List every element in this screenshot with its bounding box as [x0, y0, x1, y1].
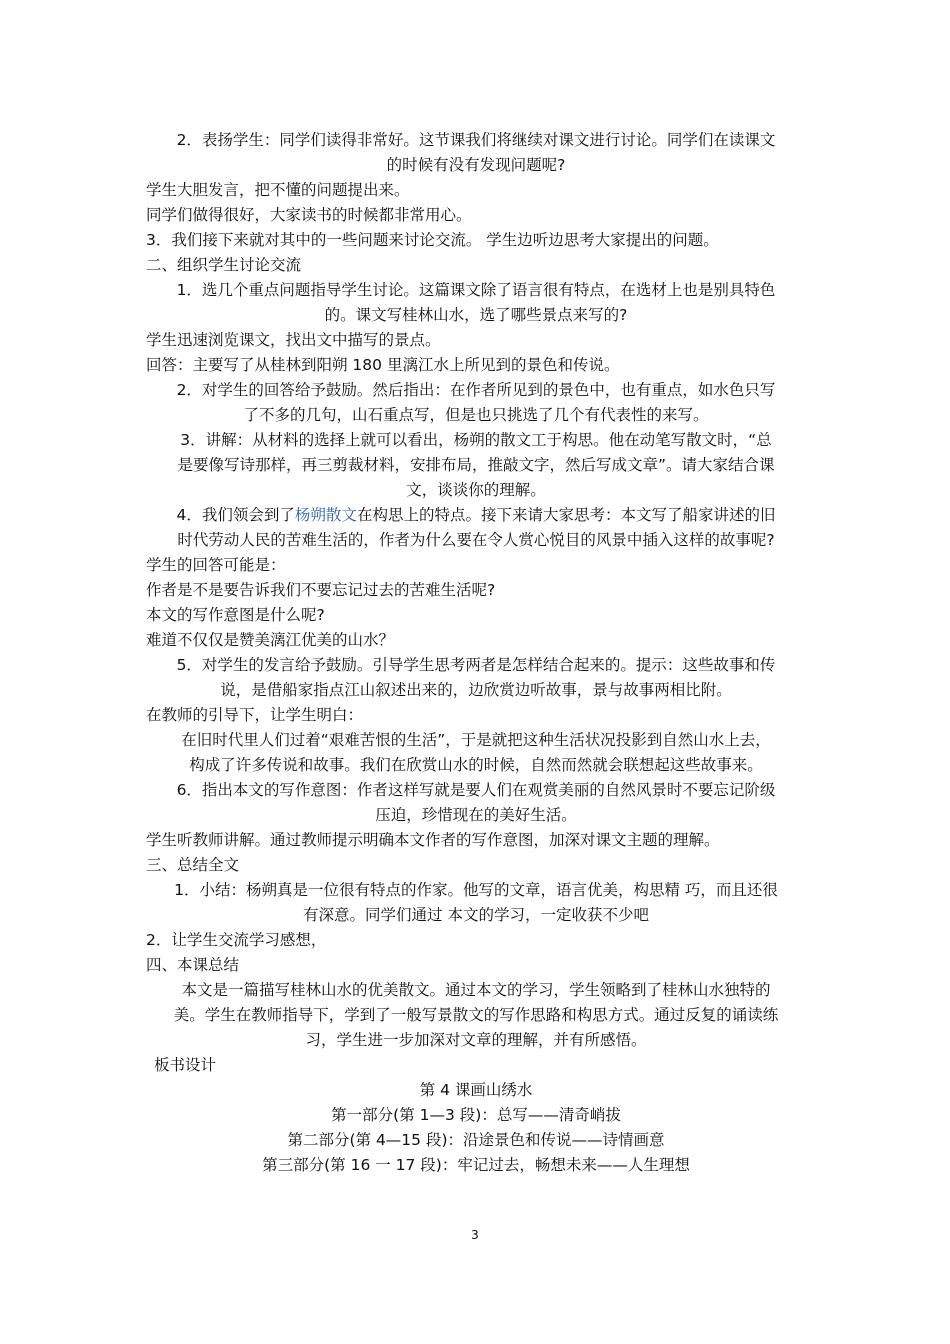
- paragraph-line: 3．我们接下来就对其中的一些问题来讨论交流。 学生边听边思考大家提出的问题。: [146, 231, 719, 249]
- paragraph-line: 2．让学生交流学习感想，: [146, 931, 327, 949]
- paragraph-line: 2．对学生的回答给予鼓励。然后指出：在作者所见到的景色中，也有重点，如水色只写: [176, 381, 776, 399]
- section-heading: 四、本课总结: [146, 956, 240, 974]
- paragraph-line: 同学们做得很好，大家读书的时候都非常用心。: [146, 206, 472, 224]
- paragraph-line: 难道不仅仅是赞美漓江优美的山水？: [146, 631, 395, 649]
- paragraph-line: 说，是借船家指点江山叙述出来的，边欣赏边听故事，景与故事两相比附。: [220, 681, 732, 699]
- paragraph-line: 是要像写诗那样，再三剪裁材料，安排布局，推敲文字，然后写成文章”。请大家结合课: [177, 456, 775, 474]
- paragraph-line: 时代劳动人民的苦难生活的，作者为什么要在令人赏心悦目的风景中插入这样的故事呢?: [177, 531, 775, 549]
- board-design-heading: 板书设计: [154, 1056, 217, 1074]
- paragraph-line: 文，谈谈你的理解。: [406, 481, 546, 499]
- paragraph-line: 学生的回答可能是：: [146, 556, 286, 574]
- paragraph-line: 1．小结：杨朔真是一位很有特点的作家。他写的文章，语言优美，构思精 巧，而且还很: [174, 881, 778, 899]
- paragraph-line: 3．讲解：从材料的选择上就可以看出，杨朔的散文工于构思。他在动笔写散文时，“总: [180, 431, 772, 449]
- paragraph-line: 6．指出本文的写作意图：作者这样写就是要人们在观赏美丽的自然风景时不要忘记阶级: [176, 781, 776, 799]
- board-title: 第 4 课画山绣水: [419, 1081, 533, 1099]
- paragraph-line: 学生迅速浏览课文，找出文中描写的景点。: [146, 331, 441, 349]
- paragraph-line: 作者是不是要告诉我们不要忘记过去的苦难生活呢?: [146, 581, 496, 599]
- paragraph-line: 5．对学生的发言给予鼓励。引导学生思考两者是怎样结合起来的。提示：这些故事和传: [176, 656, 776, 674]
- paragraph-line: 回答：主要写了从桂林到阳朔 180 里漓江水上所见到的景色和传说。: [146, 356, 620, 374]
- paragraph-line: 的时候有没有发现问题呢?: [386, 156, 566, 174]
- paragraph-line: 的。课文写桂林山水，选了哪些景点来写的?: [324, 306, 628, 324]
- paragraph-line: 在教师的引导下，让学生明白：: [146, 706, 364, 724]
- page-number: 3: [471, 1228, 479, 1242]
- paragraph-line: 在旧时代里人们过着“艰难苦恨的生活”，于是就把这种生活状况投影到自然山水上去，: [181, 731, 771, 749]
- paragraph-line: 了不多的几句，山石重点写，但是也只挑选了几个有代表性的来写。: [243, 406, 709, 424]
- paragraph-line: 本文是一篇描写桂林山水的优美散文。通过本文的学习，学生领略到了桂林山水独特的: [181, 981, 771, 999]
- paragraph-line: 2．表扬学生：同学们读得非常好。这节课我们将继续对课文进行讨论。同学们在读课文: [176, 131, 776, 149]
- paragraph-line: 本文的写作意图是什么呢?: [146, 606, 325, 624]
- paragraph-line: 学生听教师讲解。通过教师提示明确本文作者的写作意图，加深对课文主题的理解。: [146, 831, 720, 849]
- paragraph-text: 4．我们领会到了: [176, 506, 295, 524]
- paragraph-line: 构成了许多传说和故事。我们在欣赏山水的时候，自然而然就会联想起这些故事来。: [189, 756, 763, 774]
- board-line: 第一部分(第 1—3 段)：总写——清奇峭拔: [331, 1106, 621, 1124]
- paragraph-line: 1．选几个重点问题指导学生讨论。这篇课文除了语言很有特点，在选材上也是别具特色: [176, 281, 776, 299]
- paragraph-text: 在构思上的特点。接下来请大家思考：本文写了船家讲述的旧: [356, 506, 776, 524]
- paragraph-line: 美。学生在教师指导下，学到了一般写景散文的写作思路和构思方式。通过反复的诵读练: [173, 1006, 779, 1024]
- yang-shuo-prose-link[interactable]: 杨朔散文: [294, 506, 357, 524]
- paragraph-line: 习，学生进一步加深对文章的理解，并有所感悟。: [305, 1031, 647, 1049]
- section-heading: 二、组织学生讨论交流: [146, 256, 302, 274]
- paragraph-line: 压迫，珍惜现在的美好生活。: [375, 806, 577, 824]
- section-heading: 三、总结全文: [146, 856, 240, 874]
- paragraph-line: 有深意。同学们通过 本文的学习，一定收获不少吧: [303, 906, 649, 924]
- board-line: 第二部分(第 4—15 段)：沿途景色和传说——诗情画意: [287, 1131, 665, 1149]
- paragraph-line: 学生大胆发言，把不懂的问题提出来。: [146, 181, 410, 199]
- paragraph-line: [146, 503, 806, 528]
- board-line: 第三部分(第 16 一 17 段)：牢记过去，畅想未来——人生理想: [262, 1156, 690, 1174]
